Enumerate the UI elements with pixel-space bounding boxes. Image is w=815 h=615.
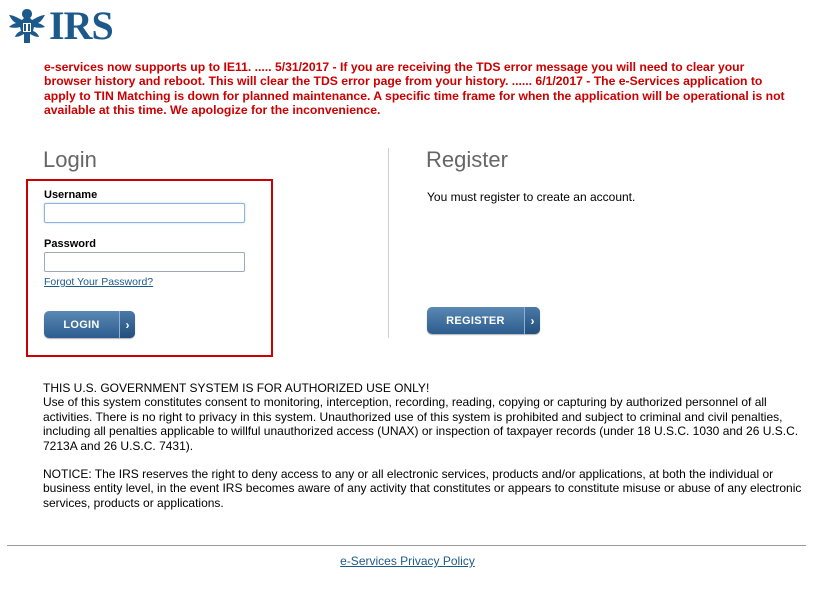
login-title: Login [43,147,97,172]
logo-text: IRS [49,3,113,48]
footer-divider [7,545,806,546]
privacy-policy-link[interactable]: e-Services Privacy Policy [340,554,475,568]
username-label: Username [44,189,98,201]
column-divider [388,148,389,338]
authorized-use-warning [43,381,803,510]
irs-logo[interactable] [7,3,113,48]
username-input[interactable] [44,203,245,223]
maintenance-alert: e-services now supports up to IE11. ..... 5/31/2017 - If you are receiving the TDS error message you will need to clear your browser history and reboot. This will clear the TDS error page from your history. ...... 6/1/2017 - The e-Services application to apply to TIN Matching is down for planned maintenance. A specific time frame for when the application will be operational is not available at this time. We apologize for the inconvenience. [44,60,785,117]
register-button-label: REGISTER [446,314,505,327]
irs-eagle-icon [7,7,47,45]
warning-heading: THIS U.S. GOVERNMENT SYSTEM IS FOR AUTHORIZED USE ONLY! [43,381,430,395]
password-label: Password [44,238,96,250]
chevron-right-icon: › [524,307,540,334]
login-button[interactable] [44,311,135,338]
login-button-label: LOGIN [63,318,100,331]
warning-body: Use of this system constitutes consent to monitoring, interception, recording, reading, copying or capturing by authorized personnel of all activities. There is no right to privacy in this system. Unauthorized use of this system is prohibited and subject to criminal and civil penalties, including all penalties applicable to willful unauthorized access (UNAX) or inspection of taxpayer records (under 18 U.S.C. 1030 and 26 U.S.C. 7213A and 26 U.S.C. 7431). [43,395,799,453]
register-button[interactable] [427,307,540,334]
chevron-right-icon: › [119,311,135,338]
register-text: You must register to create an account. [427,190,636,204]
forgot-password-link[interactable]: Forgot Your Password? [44,276,154,288]
password-input[interactable] [44,252,245,272]
register-title: Register [426,147,508,172]
notice-text: NOTICE: The IRS reserves the right to deny access to any or all electronic services, products and/or applications, at both the individual or business entity level, in the event IRS becomes aware of any activity that constitutes or appears to constitute misuse or abuse of any electronic services, products or applications. [43,467,802,510]
